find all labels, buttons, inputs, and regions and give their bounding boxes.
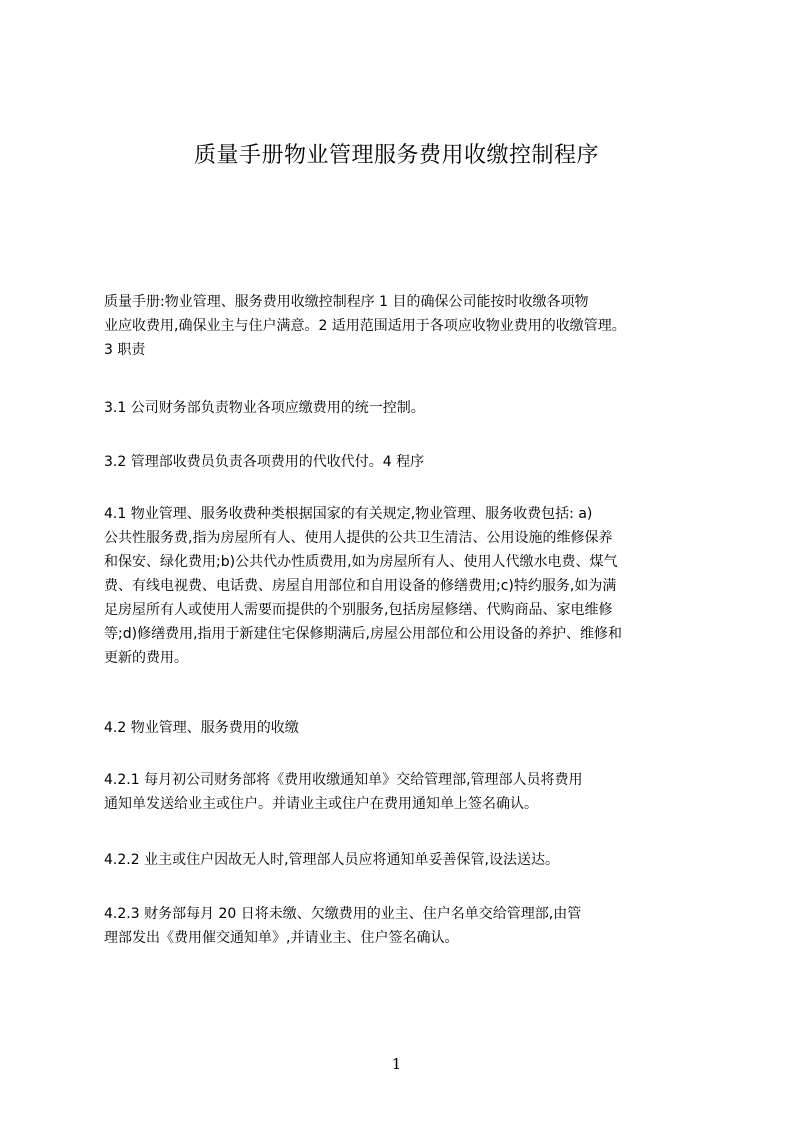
paragraph-line: 3 职责 [104, 342, 146, 358]
paragraph-line: 理部发出《费用催交通知单》,并请业主、住户签名确认。 [104, 930, 459, 946]
paragraph-line: 业应收费用,确保业主与住户满意。2 适用范围适用于各项应收物业费用的收缴管理。 [104, 318, 626, 334]
paragraph-line: 4.2 物业管理、服务费用的收缴 [104, 720, 299, 736]
paragraph-line: 通知单发送给业主或住户。并请业主或住户在费用通知单上签名确认。 [104, 796, 538, 812]
paragraph-line: 公共性服务费,指为房屋所有人、使用人提供的公共卫生清洁、公用设施的维修保养 [104, 530, 613, 546]
paragraph-section-3-2 [104, 450, 700, 474]
paragraph-line: 和保安、绿化费用;b)公共代办性质费用,如为房屋所有人、使用人代缴水电费、煤气 [104, 554, 618, 570]
paragraph-section-3-1 [104, 396, 700, 420]
paragraph-line: 4.2.3 财务部每月 20 日将未缴、欠缴费用的业主、住户名单交给管理部,由管 [104, 906, 582, 922]
paragraph-line: 质量手册:物业管理、服务费用收缴控制程序 1 目的确保公司能按时收缴各项物 [104, 294, 589, 310]
paragraph-line: 4.1 物业管理、服务收费种类根据国家的有关规定,物业管理、服务收费包括: a) [104, 506, 593, 522]
paragraph-intro [104, 290, 700, 362]
document-title: 质量手册物业管理服务费用收缴控制程序 [193, 143, 599, 168]
page-number: 1 [391, 1055, 402, 1073]
paragraph-line: 3.1 公司财务部负责物业各项应缴费用的统一控制。 [104, 400, 425, 416]
paragraph-line: 4.2.2 业主或住户因故无人时,管理部人员应将通知单妥善保管,设法送达。 [104, 852, 559, 868]
paragraph-section-4-2-1 [104, 768, 700, 816]
paragraph-section-4-1 [104, 502, 700, 670]
paragraph-section-4-2 [104, 716, 700, 740]
paragraph-section-4-2-2 [104, 848, 700, 872]
paragraph-line: 更新的费用。 [104, 650, 188, 666]
paragraph-line: 4.2.1 每月初公司财务部将《费用收缴通知单》交给管理部,管理部人员将费用 [104, 772, 583, 788]
paragraph-line: 等;d)修缮费用,指用于新建住宅保修期满后,房屋公用部位和公用设备的养护、维修和 [104, 626, 622, 642]
paragraph-line: 足房屋所有人或使用人需要而提供的个别服务,包括房屋修缮、代购商品、家电维修 [104, 602, 613, 618]
paragraph-line: 3.2 管理部收费员负责各项费用的代收代付。4 程序 [104, 454, 425, 470]
paragraph-section-4-2-3 [104, 902, 700, 950]
paragraph-line: 费、有线电视费、电话费、房屋自用部位和自用设备的修缮费用;c)特约服务,如为满 [104, 578, 617, 594]
